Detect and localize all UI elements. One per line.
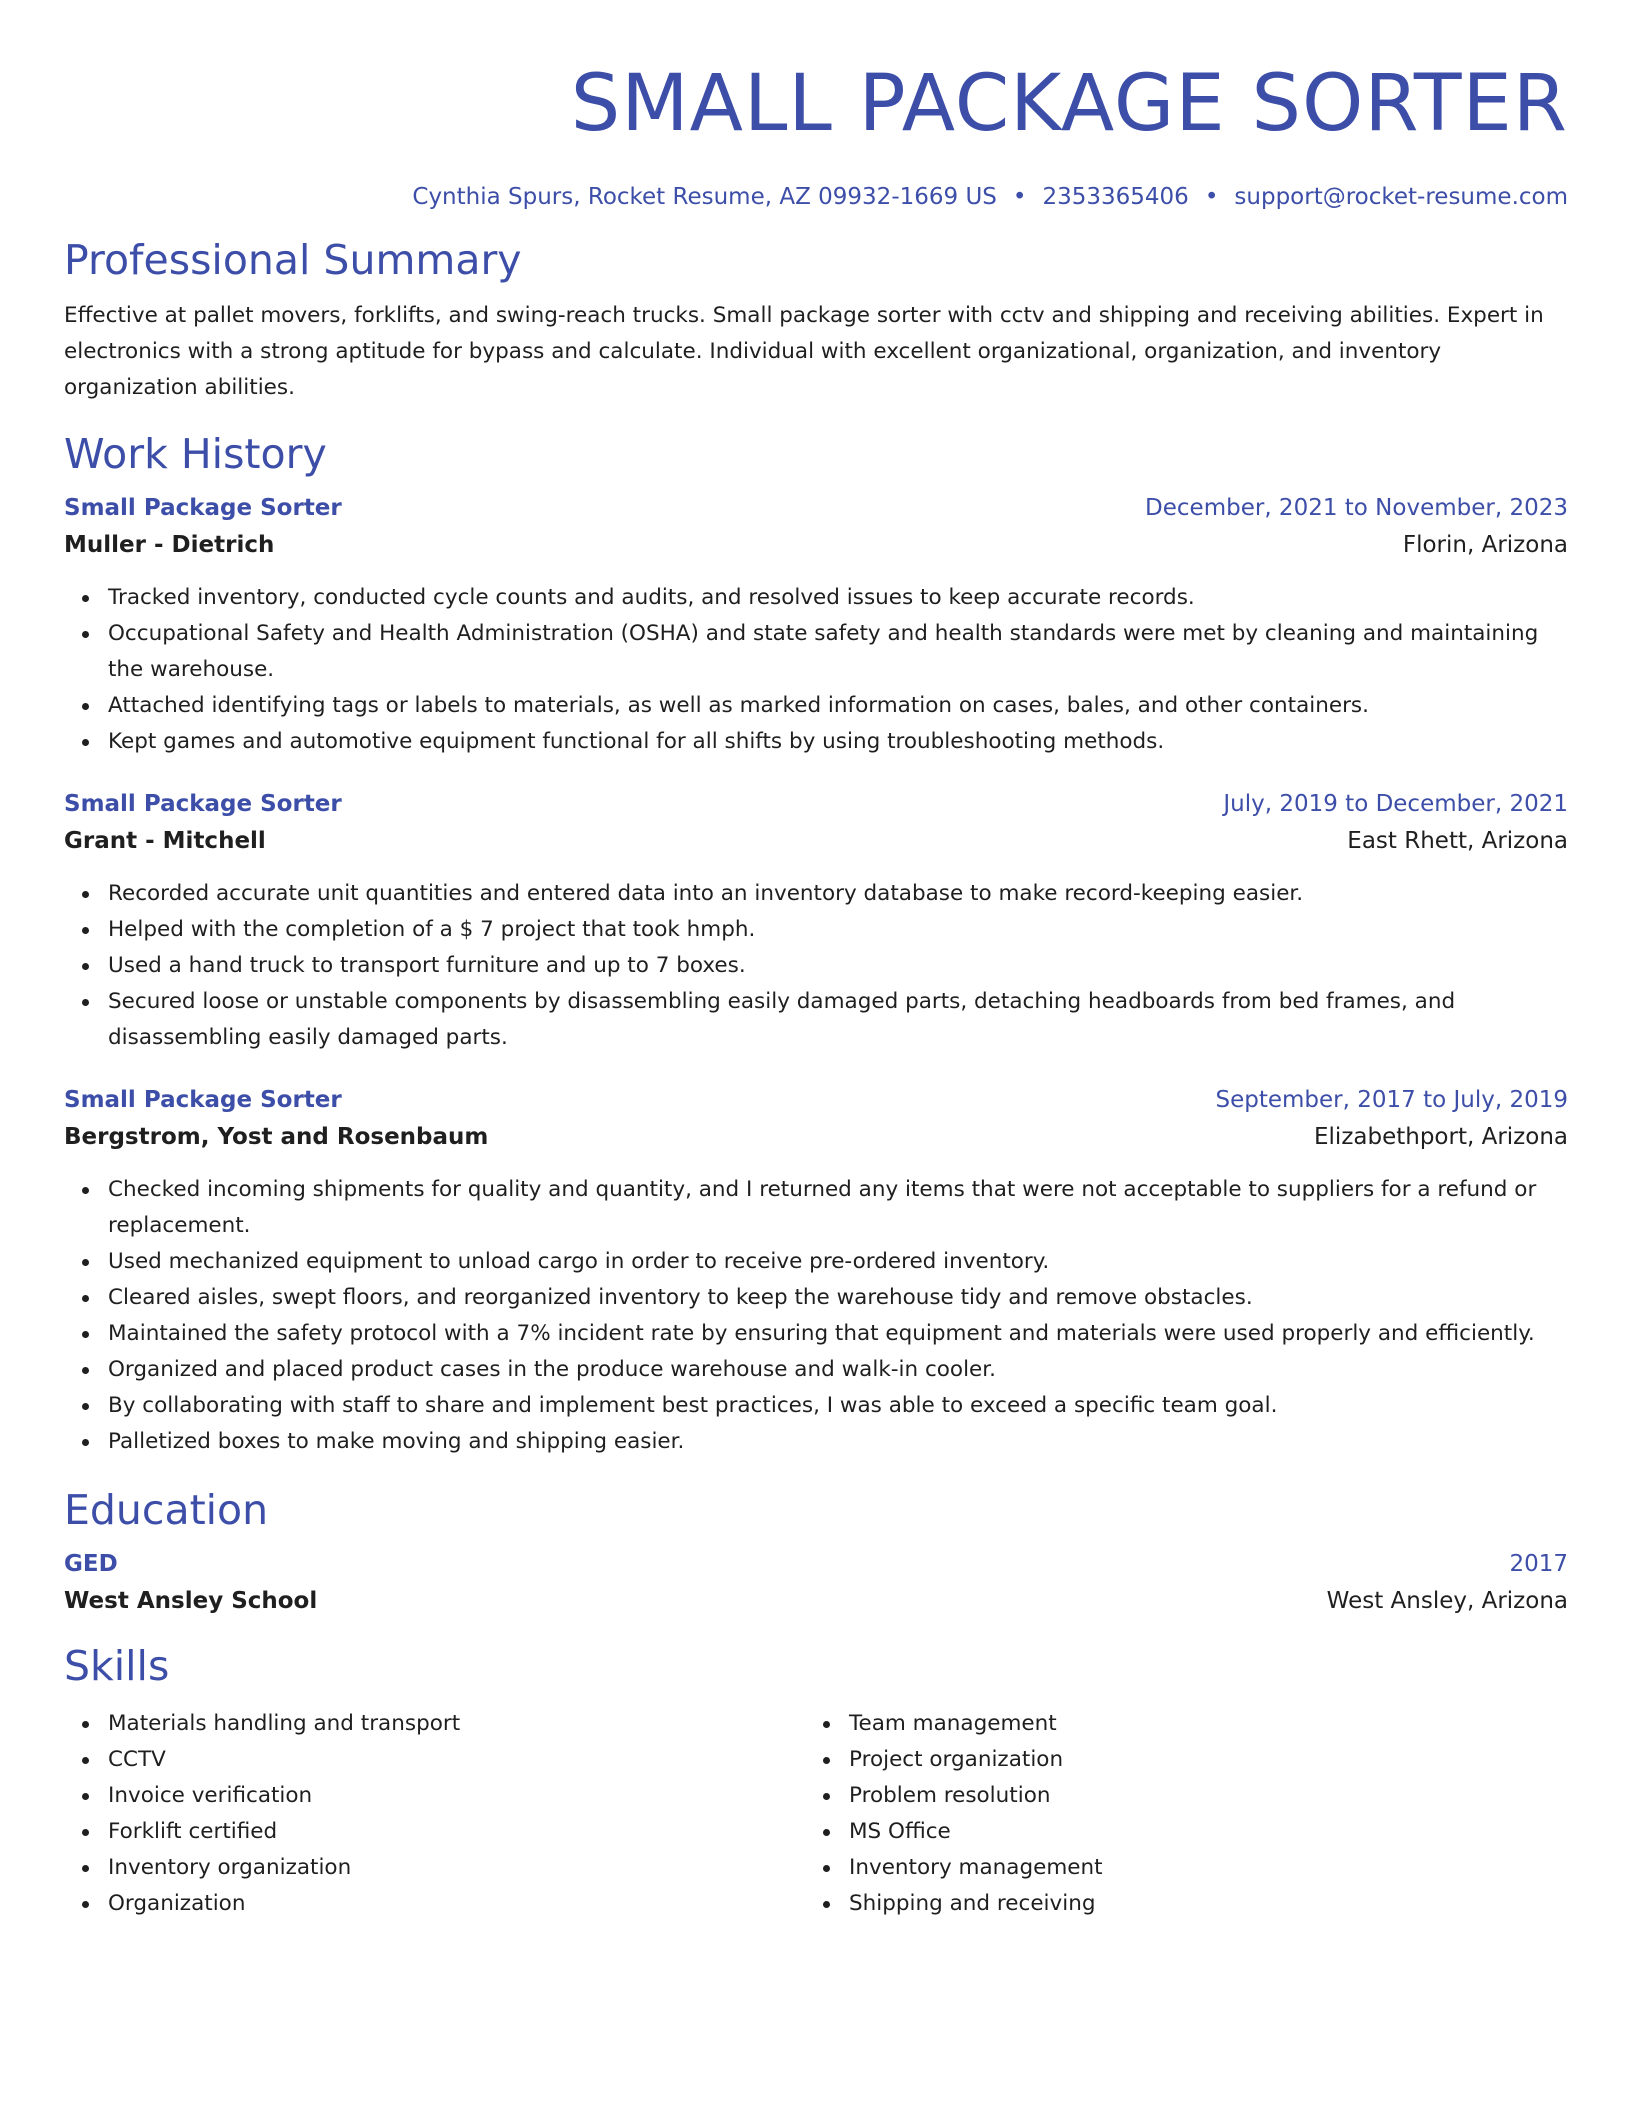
job-company-row xyxy=(64,526,1568,564)
job-header-row xyxy=(64,786,1568,822)
education-school-row xyxy=(64,1582,1568,1620)
job-location: Florin, Arizona xyxy=(1402,532,1568,558)
job-title: Small Package Sorter xyxy=(64,791,342,817)
list-item: Tracked inventory, conducted cycle counts and audits, and resolved issues to keep accurate records. xyxy=(108,580,1568,616)
skill-item: Materials handling and transport xyxy=(108,1706,805,1742)
resume-title: SMALL PACKAGE SORTER xyxy=(570,59,1568,149)
contact-separator: • xyxy=(1204,184,1219,210)
work-history-heading: Work History xyxy=(64,430,327,478)
education-degree: GED xyxy=(64,1551,118,1577)
job-company-row xyxy=(64,822,1568,860)
skill-item: Problem resolution xyxy=(849,1778,1546,1814)
skills-list xyxy=(805,1706,1546,1922)
list-item: Used a hand truck to transport furniture and up to 7 boxes. xyxy=(108,948,1568,984)
list-item: Cleared aisles, swept floors, and reorganized inventory to keep the warehouse tidy and remove obstacles. xyxy=(108,1280,1568,1316)
skills-section xyxy=(64,1640,1568,1922)
skill-item: Shipping and receiving xyxy=(849,1886,1546,1922)
job-header-row xyxy=(64,1082,1568,1118)
job-title: Small Package Sorter xyxy=(64,1087,342,1113)
job-company-row xyxy=(64,1118,1568,1156)
list-item: By collaborating with staff to share and implement best practices, I was able to exceed a specific team goal. xyxy=(108,1388,1568,1424)
job-header-row xyxy=(64,490,1568,526)
job-dates: December, 2021 to November, 2023 xyxy=(1145,495,1568,521)
list-item: Occupational Safety and Health Administration (OSHA) and state safety and health standards were met by cleaning and maintaining the warehouse. xyxy=(108,616,1568,688)
list-item: Palletized boxes to make moving and shipping easier. xyxy=(108,1424,1568,1460)
summary-section xyxy=(64,234,1568,406)
education-location: West Ansley, Arizona xyxy=(1326,1588,1568,1614)
list-item: Organized and placed product cases in the produce warehouse and walk-in cooler. xyxy=(108,1352,1568,1388)
summary-heading: Professional Summary xyxy=(64,236,522,284)
education-year: 2017 xyxy=(1509,1551,1568,1577)
contact-separator: • xyxy=(1012,184,1027,210)
education-school: West Ansley School xyxy=(64,1588,318,1614)
list-item: Maintained the safety protocol with a 7% incident rate by ensuring that equipment and materials were used properly and efficiently. xyxy=(108,1316,1568,1352)
skills-grid xyxy=(64,1706,1568,1922)
job-location: Elizabethport, Arizona xyxy=(1314,1124,1568,1150)
list-item: Secured loose or unstable components by disassembling easily damaged parts, detaching headboards from bed frames, and disassembling easily damaged parts. xyxy=(108,984,1568,1056)
contact-address: Cynthia Spurs, Rocket Resume, AZ 09932-1669 US xyxy=(412,184,997,210)
work-history-section xyxy=(64,428,1568,1460)
job-bullets xyxy=(64,580,1568,760)
job-company: Muller - Dietrich xyxy=(64,532,275,558)
job-title: Small Package Sorter xyxy=(64,495,342,521)
summary-text: Effective at pallet movers, forklifts, and swing-reach trucks. Small package sorter with cctv and shipping and receiving abilities. Expert in electronics with a strong aptitude for bypass and calculate. Individual with excellent organizational, organization, and inventory organization abilities. xyxy=(64,303,1544,400)
job-entry xyxy=(64,786,1568,1056)
list-item: Attached identifying tags or labels to materials, as well as marked information on cases, bales, and other containers. xyxy=(108,688,1568,724)
skills-heading: Skills xyxy=(64,1642,170,1690)
skill-item: MS Office xyxy=(849,1814,1546,1850)
skill-item: Organization xyxy=(108,1886,805,1922)
job-dates: September, 2017 to July, 2019 xyxy=(1215,1087,1568,1113)
skill-item: Forklift certified xyxy=(108,1814,805,1850)
list-item: Recorded accurate unit quantities and entered data into an inventory database to make record-keeping easier. xyxy=(108,876,1568,912)
contact-email: support@rocket-resume.com xyxy=(1234,184,1568,210)
contact-line xyxy=(64,180,1568,214)
job-company: Grant - Mitchell xyxy=(64,828,266,854)
job-bullets xyxy=(64,1172,1568,1460)
skill-item: Team management xyxy=(849,1706,1546,1742)
job-company: Bergstrom, Yost and Rosenbaum xyxy=(64,1124,489,1150)
resume-page xyxy=(64,0,1568,1922)
skills-list xyxy=(64,1706,805,1922)
job-bullets xyxy=(64,876,1568,1056)
education-section xyxy=(64,1484,1568,1620)
job-entry xyxy=(64,1082,1568,1460)
skill-item: Project organization xyxy=(849,1742,1546,1778)
list-item: Helped with the completion of a $ 7 project that took hmph. xyxy=(108,912,1568,948)
education-entry xyxy=(64,1546,1568,1620)
job-dates: July, 2019 to December, 2021 xyxy=(1223,791,1568,817)
skill-item: Inventory organization xyxy=(108,1850,805,1886)
job-location: East Rhett, Arizona xyxy=(1347,828,1568,854)
job-entry xyxy=(64,490,1568,760)
list-item: Kept games and automotive equipment functional for all shifts by using troubleshooting methods. xyxy=(108,724,1568,760)
contact-phone: 2353365406 xyxy=(1042,184,1189,210)
skills-column-right xyxy=(805,1706,1546,1922)
education-heading: Education xyxy=(64,1486,269,1534)
skills-column-left xyxy=(64,1706,805,1922)
skill-item: Inventory management xyxy=(849,1850,1546,1886)
skill-item: CCTV xyxy=(108,1742,805,1778)
list-item: Checked incoming shipments for quality and quantity, and I returned any items that were not acceptable to suppliers for a refund or replacement. xyxy=(108,1172,1568,1244)
list-item: Used mechanized equipment to unload cargo in order to receive pre-ordered inventory. xyxy=(108,1244,1568,1280)
education-header-row xyxy=(64,1546,1568,1582)
skill-item: Invoice verification xyxy=(108,1778,805,1814)
